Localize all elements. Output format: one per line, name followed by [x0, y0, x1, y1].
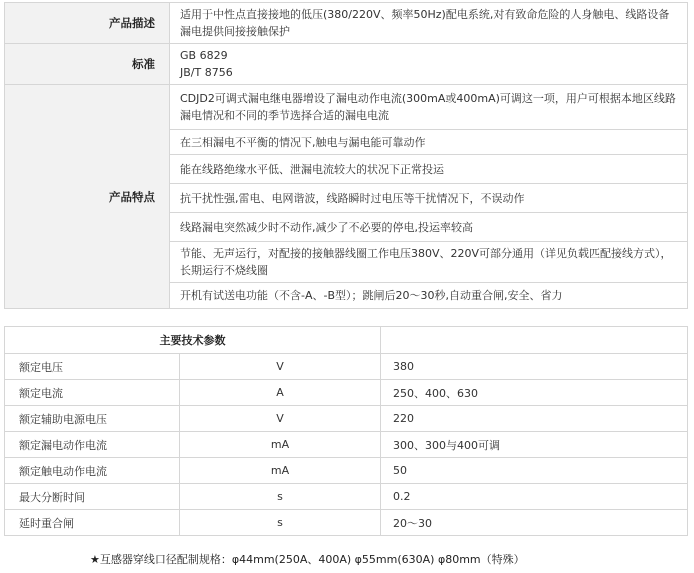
param-name: 额定电压	[5, 354, 180, 380]
param-value: 20～30	[381, 510, 688, 536]
feature-text: 在三相漏电不平衡的情况下,触电与漏电能可靠动作	[170, 130, 688, 155]
param-name: 最大分断时间	[5, 484, 180, 510]
feature-text: 开机有试送电功能（不含-A、-B型）；跳闸后20～30秒,自动重合闸,安全、省力	[170, 283, 688, 309]
table-row	[5, 510, 688, 536]
feature-text: 线路漏电突然减少时不动作,减少了不必要的停电,投运率较高	[170, 213, 688, 242]
table-row	[5, 484, 688, 510]
param-name: 额定电流	[5, 380, 180, 406]
standard-item: GB 6829	[180, 49, 228, 62]
param-unit: A	[180, 380, 381, 406]
standard-row	[5, 44, 688, 85]
description-row	[5, 3, 688, 44]
params-header-row	[5, 327, 688, 354]
standard-item: JB/T 8756	[180, 66, 233, 79]
table-row	[5, 354, 688, 380]
param-unit: s	[180, 510, 381, 536]
param-name: 延时重合闸	[5, 510, 180, 536]
param-value: 300、300与400可调	[381, 432, 688, 458]
standard-values	[170, 44, 688, 85]
table-row	[5, 380, 688, 406]
param-unit: mA	[180, 458, 381, 484]
param-value: 220	[381, 406, 688, 432]
product-info-table	[4, 2, 688, 309]
table-row	[5, 458, 688, 484]
param-value: 0.2	[381, 484, 688, 510]
feature-text: 抗干扰性强,雷电、电网谐波，线路瞬时过电压等干扰情况下，不误动作	[170, 184, 688, 213]
feature-row	[5, 85, 688, 130]
description-label: 产品描述	[5, 3, 170, 44]
param-unit: V	[180, 406, 381, 432]
param-value: 50	[381, 458, 688, 484]
feature-text: 节能、无声运行，对配接的接触器线圈工作电压380V、220V可部分通用（详见负载匹配接线方式），长期运行不烧线圈	[170, 242, 688, 283]
tech-params-table	[4, 326, 688, 536]
description-text: 适用于中性点直接接地的低压(380/220V、频率50Hz)配电系统,对有致命危险的人身触电、线路设备漏电提供间接接触保护	[170, 3, 688, 44]
features-label: 产品特点	[5, 85, 170, 309]
param-value: 380	[381, 354, 688, 380]
params-header-empty	[381, 327, 688, 354]
feature-text: 能在线路绝缘水平低、泄漏电流较大的状况下正常投运	[170, 155, 688, 184]
param-unit: mA	[180, 432, 381, 458]
transformer-spec-note: ★互感器穿线口径配制规格：φ44mm(250A、400A) φ55mm(630A) φ80mm（特殊）	[90, 553, 525, 566]
param-name: 额定辅助电源电压	[5, 406, 180, 432]
table-row	[5, 432, 688, 458]
feature-text: CDJD2可调式漏电继电器增设了漏电动作电流(300mA或400mA)可调这一项，用户可根据本地区线路漏电情况和不同的季节选择合适的漏电电流	[170, 85, 688, 130]
standard-label: 标准	[5, 44, 170, 85]
param-name: 额定触电动作电流	[5, 458, 180, 484]
param-unit: s	[180, 484, 381, 510]
table-row	[5, 406, 688, 432]
params-title: 主要技术参数	[5, 327, 381, 354]
param-unit: V	[180, 354, 381, 380]
param-name: 额定漏电动作电流	[5, 432, 180, 458]
param-value: 250、400、630	[381, 380, 688, 406]
